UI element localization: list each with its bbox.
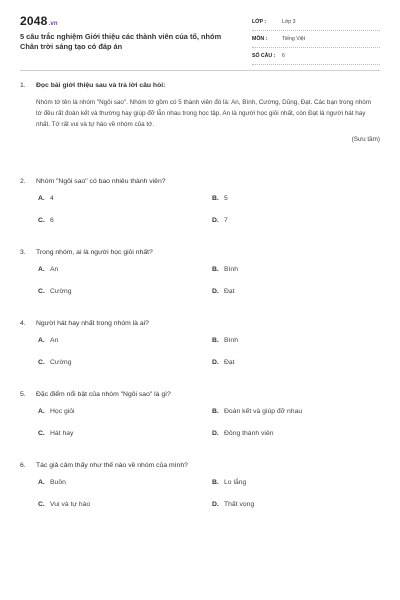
question-5 xyxy=(20,391,380,450)
meta-value: Lớp 3 xyxy=(282,19,296,25)
option-letter: C. xyxy=(38,217,45,224)
option-letter: A. xyxy=(38,479,45,486)
option-letter: B. xyxy=(212,479,219,486)
option-d[interactable] xyxy=(212,217,228,224)
option-c[interactable] xyxy=(38,430,73,437)
option-c[interactable] xyxy=(38,288,71,295)
meta-key: SỐ CÂU : xyxy=(252,53,276,59)
option-letter: B. xyxy=(212,266,219,273)
reading-passage: Nhóm tớ tên là nhóm "Ngôi sao". Nhóm tớ gồm có 5 thành viên đó là: An, Bình, Cường, Dũng, Đạt. Các bạn trong nhóm tớ đều rất đoàn kết và thường hay giúp đỡ lẫn nhau trong học tập. An là người học giỏi nhất, còn Đạt là người hát hay nhất. Tớ rất vui và tự hào về nhóm của tớ. xyxy=(36,99,372,129)
question-6 xyxy=(20,462,380,521)
option-a[interactable] xyxy=(38,337,58,344)
option-c[interactable] xyxy=(38,359,71,366)
question-heading xyxy=(20,391,380,398)
question-number: 4. xyxy=(20,320,26,327)
question-heading xyxy=(20,249,380,256)
question-1 xyxy=(20,82,380,143)
question-number: 5. xyxy=(20,391,26,398)
option-a[interactable] xyxy=(38,479,66,486)
option-text: Buồn xyxy=(50,479,66,486)
meta-row-subject xyxy=(252,31,380,48)
question-number: 3. xyxy=(20,249,26,256)
option-text: Đoàn kết và giúp đỡ nhau xyxy=(224,408,303,415)
option-letter: D. xyxy=(212,288,219,295)
meta-row-class xyxy=(252,14,380,31)
question-heading xyxy=(20,462,380,469)
option-letter: D. xyxy=(212,217,219,224)
question-number: 2. xyxy=(20,178,26,185)
meta-key: LỚP : xyxy=(252,19,267,25)
option-letter: A. xyxy=(38,266,45,273)
option-letter: C. xyxy=(38,288,45,295)
option-letter: A. xyxy=(38,195,45,202)
option-text: Cường xyxy=(50,288,72,295)
question-number: 1. xyxy=(20,82,26,89)
option-d[interactable] xyxy=(212,288,235,295)
question-heading xyxy=(20,82,380,89)
question-text: Tác giả cảm thấy như thế nào về nhóm của mình? xyxy=(36,462,188,469)
question-heading xyxy=(20,178,380,185)
meta-value: Tiếng Việt xyxy=(282,36,306,42)
option-text: 5 xyxy=(224,195,228,202)
option-letter: B. xyxy=(212,408,219,415)
option-b[interactable] xyxy=(212,195,228,202)
option-letter: B. xyxy=(212,337,219,344)
question-heading xyxy=(20,320,380,327)
answer-options xyxy=(38,266,380,308)
option-a[interactable] xyxy=(38,266,58,273)
logo-number: 2048 xyxy=(20,14,48,28)
option-text: Hát hay xyxy=(50,430,74,437)
option-c[interactable] xyxy=(38,501,90,508)
option-text: Học giỏi xyxy=(50,408,75,415)
option-letter: A. xyxy=(38,337,45,344)
option-letter: C. xyxy=(38,430,45,437)
header-divider xyxy=(20,70,380,71)
option-text: 4 xyxy=(50,195,54,202)
option-d[interactable] xyxy=(212,501,254,508)
option-text: 7 xyxy=(224,217,228,224)
site-logo[interactable] xyxy=(20,14,58,28)
option-letter: D. xyxy=(212,359,219,366)
option-text: Thất vọng xyxy=(224,501,255,508)
meta-value: 6 xyxy=(282,53,285,59)
option-text: Đạt xyxy=(224,288,235,295)
option-d[interactable] xyxy=(212,430,274,437)
page-title: 5 câu trắc nghiệm Giới thiệu các thành viên của tổ, nhóm Chân trời sáng tạo có đáp án xyxy=(20,32,222,51)
option-b[interactable] xyxy=(212,266,238,273)
option-text: 6 xyxy=(50,217,54,224)
option-letter: A. xyxy=(38,408,45,415)
meta-key: MÔN : xyxy=(252,36,268,42)
header xyxy=(20,14,380,68)
question-text: Đặc điểm nổi bật của nhóm "Ngôi sao" là gì? xyxy=(36,391,171,398)
option-text: An xyxy=(50,266,59,273)
option-text: Đông thành viên xyxy=(224,430,274,437)
answer-options xyxy=(38,195,380,237)
meta-row-count xyxy=(252,48,380,65)
question-text: Người hát hay nhất trong nhóm là ai? xyxy=(36,320,149,327)
question-text: Đọc bài giới thiệu sau và trả lời câu hỏi: xyxy=(36,82,166,89)
option-text: Đạt xyxy=(224,359,235,366)
option-letter: C. xyxy=(38,501,45,508)
option-b[interactable] xyxy=(212,337,238,344)
option-text: Vui và tự hào xyxy=(50,501,91,508)
passage-source: (Sưu tầm) xyxy=(351,136,380,144)
option-letter: C. xyxy=(38,359,45,366)
question-2 xyxy=(20,178,380,237)
option-text: Bình xyxy=(224,266,238,273)
option-text: Bình xyxy=(224,337,238,344)
option-letter: D. xyxy=(212,501,219,508)
option-a[interactable] xyxy=(38,408,75,415)
option-text: An xyxy=(50,337,59,344)
meta-table xyxy=(252,14,380,65)
question-4 xyxy=(20,320,380,379)
answer-options xyxy=(38,479,380,521)
answer-options xyxy=(38,408,380,450)
option-letter: B. xyxy=(212,195,219,202)
option-a[interactable] xyxy=(38,195,54,202)
question-number: 6. xyxy=(20,462,26,469)
question-text: Nhóm "Ngôi sao" có bao nhiêu thành viên? xyxy=(36,178,166,185)
option-text: Lo lắng xyxy=(224,479,247,486)
answer-options xyxy=(38,337,380,379)
question-text: Trong nhóm, ai là người học giỏi nhất? xyxy=(36,249,153,256)
option-letter: D. xyxy=(212,430,219,437)
option-c[interactable] xyxy=(38,217,54,224)
option-b[interactable] xyxy=(212,408,302,415)
question-3 xyxy=(20,249,380,308)
option-text: Cường xyxy=(50,359,72,366)
option-b[interactable] xyxy=(212,479,246,486)
logo-domain: .vn xyxy=(48,21,58,27)
option-d[interactable] xyxy=(212,359,235,366)
